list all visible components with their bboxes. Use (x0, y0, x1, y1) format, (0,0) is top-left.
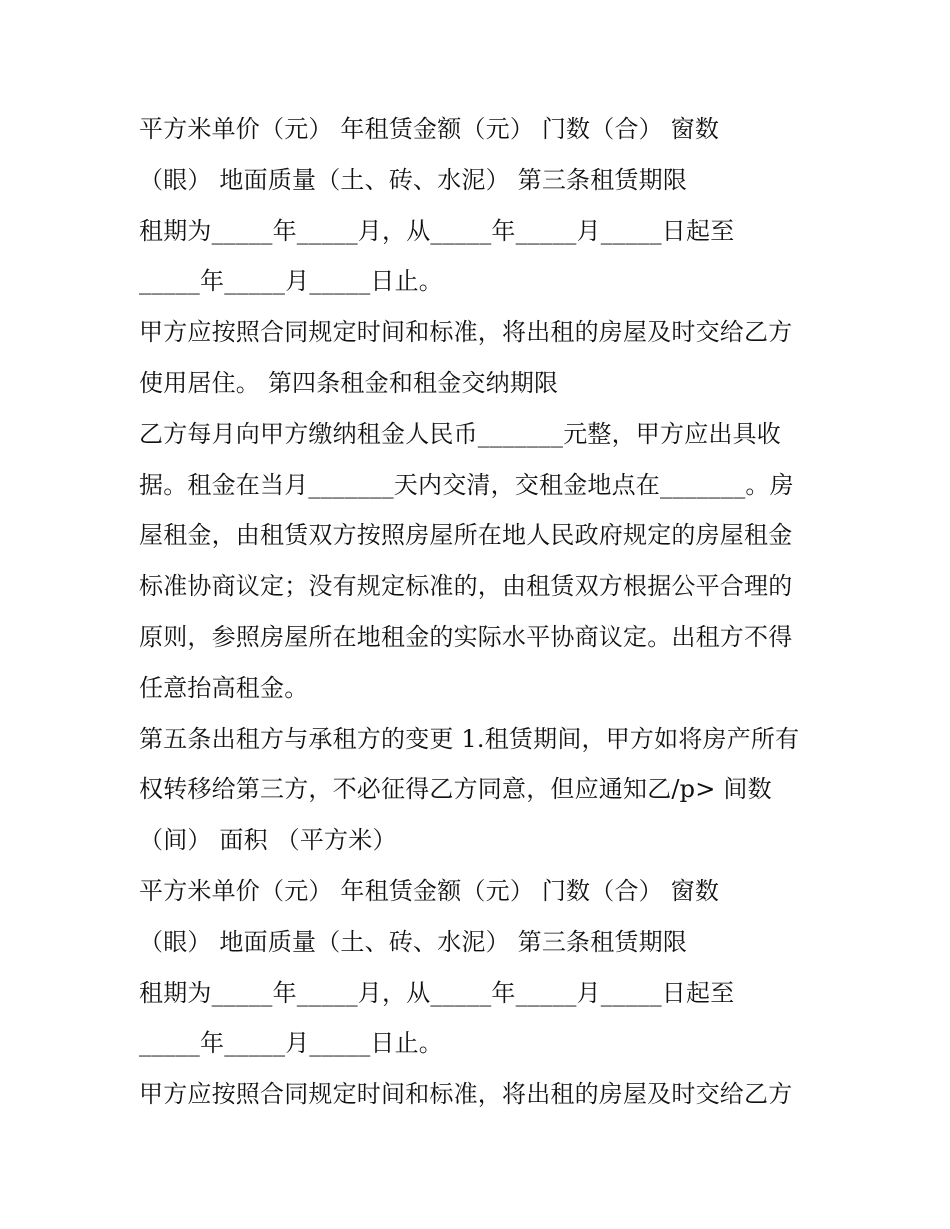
text-line: 权转移给第三方，不必征得乙方同意，但应通知乙/p> 间数 (139, 775, 772, 804)
text-line: 屋租金，由租赁双方按照房屋所在地人民政府规定的房屋租金 (139, 521, 793, 550)
text-line: （眼） 地面质量（土、砖、水泥） 第三条租赁期限 (139, 927, 688, 956)
text-line: 甲方应按照合同规定时间和标准，将出租的房屋及时交给乙方 (139, 1080, 793, 1109)
text-line: 任意抬高租金。 (139, 673, 309, 702)
text-line: 原则，参照房屋所在地租金的实际水平协商议定。出租方不得 (139, 622, 793, 651)
text-line: 租期为_____年_____月，从_____年_____月_____日起至 (139, 216, 735, 245)
text-line: _____年_____月_____日止。 (139, 267, 443, 296)
text-line: 据。租金在当月_______天内交清，交租金地点在_______。房 (139, 470, 794, 499)
text-line: 乙方每月向甲方缴纳租金人民币_______元整，甲方应出具收 (139, 419, 781, 448)
text-line: 标准协商议定；没有规定标准的，由租赁双方根据公平合理的 (139, 572, 793, 601)
text-line: 第五条出租方与承租方的变更 1.租赁期间，甲方如将房产所有 (139, 724, 800, 753)
text-line: 租期为_____年_____月，从_____年_____月_____日起至 (139, 978, 735, 1007)
text-line: 使用居住。 第四条租金和租金交纳期限 (139, 368, 559, 397)
text-line: _____年_____月_____日止。 (139, 1029, 443, 1058)
text-line: 平方米单价（元） 年租赁金额（元） 门数（合） 窗数 (139, 115, 720, 143)
text-line: （眼） 地面质量（土、砖、水泥） 第三条租赁期限 (139, 165, 688, 194)
text-line: （间） 面积 （平方米） (139, 826, 397, 855)
text-line: 甲方应按照合同规定时间和标准，将出租的房屋及时交给乙方 (139, 318, 793, 347)
document-body (139, 104, 829, 1120)
text-line: 平方米单价（元） 年租赁金额（元） 门数（合） 窗数 (139, 876, 720, 905)
